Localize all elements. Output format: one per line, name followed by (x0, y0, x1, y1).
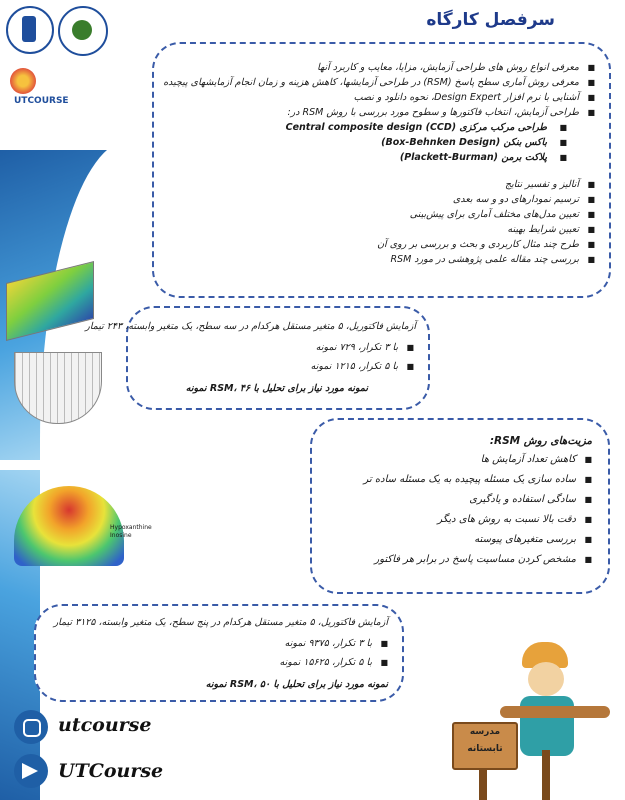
scarecrow-head (528, 662, 564, 696)
instagram-icon[interactable] (14, 710, 48, 744)
university-logo (6, 6, 54, 54)
course-logo (10, 68, 72, 110)
advantage-item: ■ بررسی متغیرهای پیوسته (363, 530, 592, 550)
chart-legend (110, 524, 152, 540)
topic-subitem: ■ باکس بنکن (Box-Behnken Design) (163, 135, 595, 150)
instagram-glyph (23, 719, 41, 737)
surface-mesh (14, 352, 102, 424)
school-logo-mark (72, 20, 92, 40)
advantage-item: ■ کاهش تعداد آزمایش ها (363, 450, 592, 470)
example-list (280, 634, 388, 672)
surface-plot-image-3 (4, 482, 154, 588)
topic-item: ■ آنالیز و تفسیر نتایج (163, 177, 595, 192)
topic-item: ■ تعیین شرایط بهینه (163, 222, 595, 237)
university-logo-mark (22, 16, 36, 42)
advantages-list (363, 450, 592, 570)
scarecrow-pole (542, 750, 550, 800)
topic-item: ■ تعیین مدل‌های مختلف آماری برای پیش‌بینی (163, 207, 595, 222)
topic-item: ■ طراحی آزمایش، انتخاب فاکتورها و سطوح مورد بررسی با روش RSM در: (163, 105, 595, 120)
course-logo-text: UTCOURSE (14, 96, 69, 106)
sign-post (479, 768, 487, 800)
legend-entry: Inosine (110, 532, 132, 539)
example-intro: آزمایش فاکتوریل، ۵ متغیر مستقل هرکدام در سه سطح، یک متغیر وابسته، ۲۴۳ تیمار (85, 321, 416, 332)
example-intro: آزمایش فاکتوریل، ۵ متغیر مستقل هرکدام در پنج سطح، یک متغیر وابسته، ۳۱۲۵ تیمار (53, 617, 388, 628)
example-conclusion: نمونه مورد نیاز برای تحلیل با RSM، ۵۰ نمونه (205, 679, 388, 690)
example-box-5-levels (34, 604, 404, 702)
surface-dome (14, 486, 124, 566)
example-box-3-levels (85, 306, 430, 410)
summer-school-sign (452, 722, 518, 770)
advantage-item: ■ ساده سازی یک مسئله پیچیده به یک مسئله ساده تر (363, 470, 592, 490)
scarecrow-illustration (500, 640, 610, 800)
example-item: ■ با ۵ تکرار، ۱۲۱۵ نمونه (311, 357, 414, 376)
advantages-heading: مزیت‌های روش RSM: (489, 435, 592, 447)
advantages-box (310, 418, 610, 594)
topic-item: ■ آشنایی با نرم افزار Design Expert، نحوه دانلود و نصب (163, 90, 595, 105)
scarecrow-body (520, 696, 574, 756)
topic-item: ■ معرفی روش آماری سطح پاسخ (RSM) در طراحی آزمایشها، کاهش هزینه و زمان انجام آزمایشهای پیچیده (163, 75, 595, 90)
advantage-item: ■ سادگی استفاده و یادگیری (363, 490, 592, 510)
advantage-item: ■ دقت بالا نسبت به روش های دیگر (363, 510, 592, 530)
example-item: ■ با ۳ تکرار، ۷۲۹ نمونه (311, 338, 414, 357)
topic-subitem: ■ پلاکت برمن (Plackett-Burman) (163, 150, 595, 165)
sign-line: مدرسه (469, 727, 501, 737)
topic-subitem: ■ طراحی مرکب مرکزی Central composite design (CCD) (163, 120, 595, 135)
telegram-link[interactable]: UTCourse (58, 760, 164, 782)
advantage-item: ■ مشخص کردن مساسیت پاسخ در برابر هر فاکتور (363, 550, 592, 570)
instagram-link[interactable]: utcourse (58, 714, 152, 736)
bulb-icon (10, 68, 36, 94)
topic-item: ■ بررسی چند مقاله علمی پژوهشی در مورد RSM (163, 252, 595, 267)
topic-item: ■ طرح چند مثال کاربردی و بحث و بررسی بر روی آن (163, 237, 595, 252)
example-item: ■ با ۵ تکرار، ۱۵۶۲۵ نمونه (280, 653, 388, 672)
school-logo (58, 6, 108, 56)
topics-list (163, 60, 595, 267)
sign-line: تابستانه (467, 744, 503, 754)
surface-plot-image-2 (14, 352, 102, 430)
example-item: ■ با ۳ تکرار، ۹۳۷۵ نمونه (280, 634, 388, 653)
topics-box (152, 42, 611, 298)
telegram-glyph (22, 763, 38, 779)
example-conclusion: نمونه مورد نیاز برای تحلیل با RSM، ۴۶ نمونه (185, 383, 368, 394)
page-title: سرفصل کارگاه (426, 10, 555, 30)
scarecrow-arms (500, 706, 610, 718)
topic-item: ■ ترسیم نمودارهای دو و سه بعدی (163, 192, 595, 207)
example-list (311, 338, 414, 376)
topic-item: ■ معرفی انواع روش های طراحی آزمایش، مزایا، معایب و کاربرد آنها (163, 60, 595, 75)
telegram-icon[interactable] (14, 754, 48, 788)
legend-entry: Hypoxanthine (110, 524, 152, 531)
